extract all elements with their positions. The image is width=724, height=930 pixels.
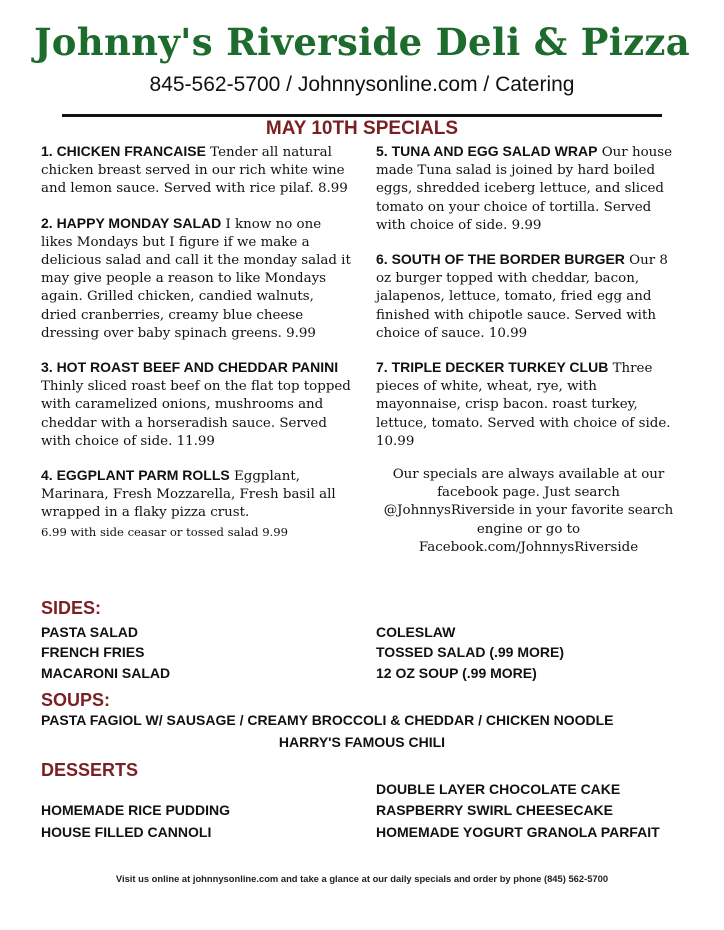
side-item: PASTA SALAD	[41, 624, 138, 640]
dessert-item: RASPBERRY SWIRL CHEESECAKE	[376, 802, 614, 818]
special-item	[41, 142, 351, 199]
special-description: Tender all natural chicken breast served in our rich white wine and lemon sauce. Served with rice pilaf. 8.99	[41, 145, 348, 197]
special-item	[376, 358, 681, 451]
restaurant-title: Johnny's Riverside Deli & Pizza	[33, 20, 691, 64]
special-description: I know no one likes Mondays but I figure if we make a delicious salad and call it the monday salad it may give people a reason to like Mondays again. Grilled chicken, candied walnuts, dried cranberries, creamy blue cheese dressing over baby spinach greens. 9.99	[41, 216, 351, 341]
side-item: 12 OZ SOUP (.99 MORE)	[376, 665, 537, 681]
side-item: COLESLAW	[376, 624, 456, 640]
special-name: 2. HAPPY MONDAY SALAD	[41, 214, 222, 231]
special-name: 1. CHICKEN FRANCAISE	[41, 143, 206, 159]
specials-heading: MAY 10TH SPECIALS	[265, 118, 459, 139]
special-item	[376, 142, 681, 235]
special-name: 4. EGGPLANT PARM ROLLS	[41, 467, 230, 484]
special-name: 3. HOT ROAST BEEF AND CHEDDAR PANINI	[41, 359, 339, 376]
specials-right-column	[376, 142, 681, 557]
special-description: Thinly sliced roast beef on the flat top topped with caramelized onions, mushrooms and cheddar with a horseradish sauce. Served with choice of side. 11.99	[41, 379, 351, 449]
sides-heading: SIDES:	[41, 598, 102, 618]
special-item	[41, 466, 351, 542]
footer-text: Visit us online at johnnysonline.com and take a glance at our daily specials and order by phone (845) 562-5700	[115, 873, 609, 884]
special-price-note: 6.99 with side ceasar or tossed salad 9.99	[41, 524, 289, 539]
special-item	[41, 358, 351, 451]
soup-list: HARRY'S FAMOUS CHILI	[278, 734, 446, 750]
dessert-item: HOUSE FILLED CANNOLI	[41, 824, 212, 840]
special-description: Eggplant, Marinara, Fresh Mozzarella, Fresh basil all wrapped in a flaky pizza crust.	[41, 469, 336, 521]
contact-line: 845-562-5700 / Johnnysonline.com / Catering	[149, 73, 575, 96]
dessert-item: DOUBLE LAYER CHOCOLATE CAKE	[376, 781, 621, 797]
soup-list: PASTA FAGIOL W/ SAUSAGE / CREAMY BROCCOLI & CHEDDAR / CHICKEN NOODLE	[41, 712, 614, 728]
specials-left-column	[41, 142, 351, 557]
side-item: TOSSED SALAD (.99 MORE)	[376, 644, 564, 660]
side-item: MACARONI SALAD	[41, 665, 171, 681]
side-item: FRENCH FRIES	[41, 644, 145, 660]
header-divider	[62, 114, 662, 117]
desserts-heading: DESSERTS	[41, 760, 139, 780]
special-item	[41, 214, 351, 343]
special-description: Our house made Tuna salad is joined by hard boiled eggs, shredded iceberg lettuce, and sliced tomato on your choice of tortilla. Served with choice of side. 9.99	[376, 145, 673, 233]
dessert-item: HOMEMADE RICE PUDDING	[41, 802, 231, 818]
soups-heading: SOUPS:	[41, 690, 111, 710]
special-description: Our 8 oz burger topped with cheddar, bacon, jalapenos, lettuce, tomato, fried egg and finished with chipotle sauce. Served with choice of sauce. 10.99	[376, 253, 668, 341]
special-item	[376, 250, 681, 343]
special-name: 6. SOUTH OF THE BORDER BURGER	[376, 251, 625, 268]
dessert-item: HOMEMADE YOGURT GRANOLA PARFAIT	[376, 824, 660, 840]
special-description: Three pieces of white, wheat, rye, with mayonnaise, crisp bacon. roast turkey, lettuce, tomato. Served with choice of side. 10.99	[376, 361, 671, 449]
special-name: 5. TUNA AND EGG SALAD WRAP	[376, 143, 598, 159]
facebook-note: Our specials are always available at our facebook page. Just search @JohnnysRiverside in your favorite search engine or go to Facebook.com/JohnnysRiverside	[383, 467, 674, 555]
special-name: 7. TRIPLE DECKER TURKEY CLUB	[376, 359, 609, 376]
